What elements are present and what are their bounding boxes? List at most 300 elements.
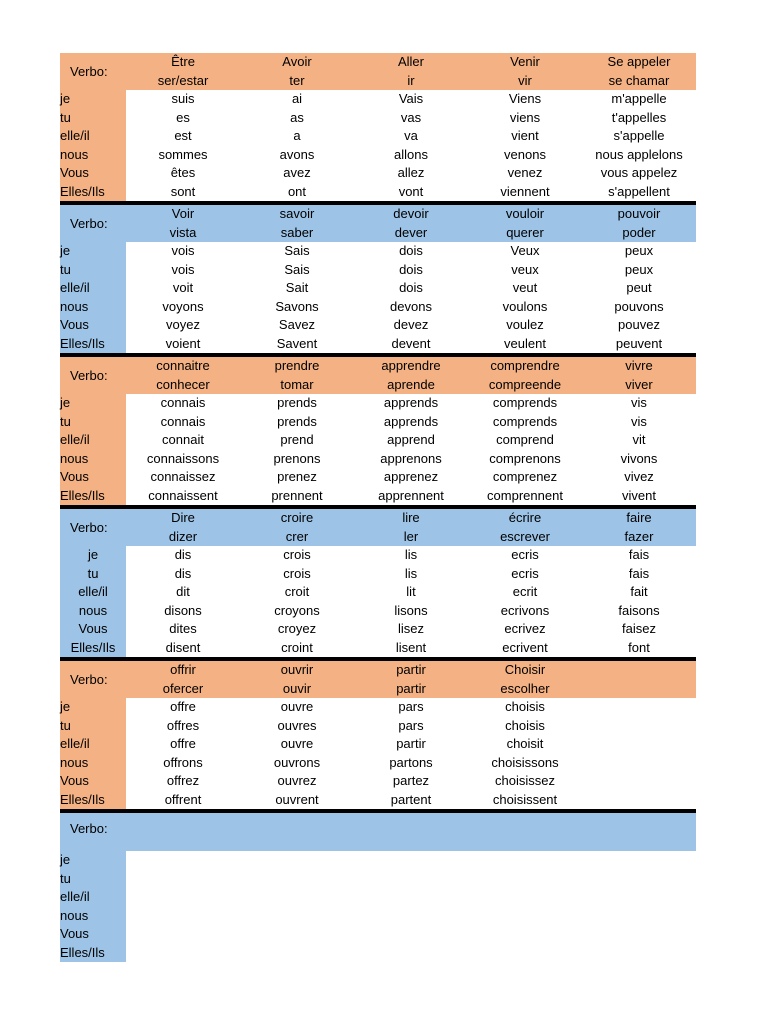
- conjugation-row: [60, 639, 696, 658]
- verb-header-cell: [582, 813, 696, 851]
- pronoun-cell: tu: [60, 413, 126, 432]
- conjugation-cell: dois: [399, 280, 423, 295]
- pronoun-cell: Vous: [60, 316, 126, 335]
- conjugation-cell: devent: [391, 335, 431, 351]
- pronoun-cell: Elles/Ils: [60, 183, 126, 202]
- conjugation-row: [60, 754, 696, 773]
- conjugation-cell: connait: [162, 432, 204, 447]
- conjugation-cell: comprends: [492, 395, 558, 410]
- pronoun-cell: tu: [60, 565, 126, 584]
- verb-french: lire: [402, 510, 420, 525]
- conjugation-row: [60, 109, 696, 128]
- conjugation-cell: [582, 888, 696, 907]
- verb-portuguese: aprende: [387, 376, 435, 392]
- conjugation-cell: Viens: [508, 91, 542, 106]
- conjugation-cell: choisissez: [495, 773, 555, 788]
- conjugation-row: [60, 279, 696, 298]
- verb-header-cell: [582, 53, 696, 90]
- verb-french: Choisir: [504, 662, 546, 677]
- conjugation-row: [60, 870, 696, 889]
- verb-header-cell: [240, 53, 354, 90]
- pronoun-cell: Elles/Ils: [60, 487, 126, 506]
- conjugation-cell: prend: [280, 432, 314, 447]
- verb-header-cell: [240, 205, 354, 242]
- verb-french: vouloir: [505, 206, 545, 221]
- conjugation-cell: [126, 925, 240, 944]
- pronoun-cell: elle/il: [60, 127, 126, 146]
- conjugation-row: [60, 413, 696, 432]
- conjugation-row: [60, 851, 696, 870]
- conjugation-cell: lis: [404, 547, 418, 562]
- verb-header-cell: [354, 357, 468, 394]
- conjugation-cell: [354, 851, 468, 870]
- conjugation-row: [60, 620, 696, 639]
- verb-portuguese: dever: [394, 224, 428, 240]
- pronoun-cell: elle/il: [60, 279, 126, 298]
- verb-portuguese: saber: [280, 224, 314, 240]
- conjugation-cell: choisis: [505, 699, 545, 714]
- verb-french: Dire: [171, 510, 195, 525]
- verb-header-cell: [582, 357, 696, 394]
- conjugation-cell: [468, 888, 582, 907]
- verb-block-6: [60, 809, 696, 962]
- conjugation-cell: font: [628, 639, 650, 655]
- verb-portuguese: se chamar: [608, 72, 670, 88]
- pronoun-cell: Elles/Ils: [60, 335, 126, 354]
- conjugation-cell: vis: [631, 413, 647, 429]
- verb-header-cell: [354, 509, 468, 546]
- verb-header-cell: [582, 205, 696, 242]
- conjugation-cell: [354, 888, 468, 907]
- verb-french: vivre: [625, 358, 653, 373]
- conjugation-cell: est: [174, 128, 192, 143]
- conjugation-cell: dois: [399, 243, 423, 258]
- pronoun-cell: Vous: [60, 925, 126, 944]
- conjugation-cell: [354, 870, 468, 889]
- conjugation-row: [60, 335, 696, 354]
- conjugation-row: [60, 925, 696, 944]
- verb-header-cell: [354, 53, 468, 90]
- verb-french: Avoir: [282, 54, 312, 69]
- verb-french: Aller: [397, 54, 424, 69]
- conjugation-row: [60, 583, 696, 602]
- verb-header-cell: [354, 813, 468, 851]
- verb-header-cell: [468, 53, 582, 90]
- conjugation-cell: a: [293, 128, 301, 143]
- conjugation-row: [60, 944, 696, 963]
- conjugation-row: [60, 791, 696, 810]
- pronoun-cell: nous: [60, 907, 126, 926]
- conjugation-cell: ouvres: [277, 717, 317, 733]
- verb-header-cell: [240, 357, 354, 394]
- conjugation-cell: ecris: [511, 547, 539, 562]
- conjugation-cell: croit: [284, 584, 310, 599]
- conjugation-cell: connaissez: [150, 469, 216, 484]
- conjugation-cell: [582, 925, 696, 944]
- pronoun-cell: elle/il: [60, 583, 126, 602]
- conjugation-cell: comprennent: [487, 487, 563, 503]
- conjugation-cell: peuvent: [615, 335, 663, 351]
- conjugation-cell: offrent: [164, 791, 202, 807]
- conjugation-cell: lisez: [397, 621, 424, 636]
- conjugation-cell: t'appelles: [611, 109, 667, 125]
- verbo-label: Verbo:: [70, 368, 108, 383]
- conjugation-cell: apprenez: [383, 469, 439, 484]
- conjugation-cell: pouvons: [614, 298, 664, 314]
- conjugation-cell: [126, 870, 240, 889]
- conjugation-cell: [354, 944, 468, 963]
- conjugation-cell: venez: [507, 165, 543, 180]
- conjugation-cell: viens: [509, 109, 541, 125]
- conjugation-cell: fais: [628, 565, 650, 581]
- conjugation-cell: s'appellent: [608, 183, 670, 199]
- verbo-label: Verbo:: [70, 64, 108, 79]
- verbo-label: Verbo:: [70, 520, 108, 535]
- verbo-label: Verbo:: [70, 672, 108, 687]
- pronoun-cell: tu: [60, 717, 126, 736]
- verb-header-cell: [240, 509, 354, 546]
- conjugation-cell: prennent: [271, 487, 323, 503]
- verb-french: Venir: [510, 54, 540, 69]
- conjugation-cell: ecrivez: [504, 621, 546, 636]
- verb-french: partir: [396, 662, 426, 677]
- conjugation-cell: partez: [392, 773, 430, 788]
- conjugation-cell: Savons: [275, 298, 319, 314]
- verb-portuguese: vista: [169, 224, 197, 240]
- conjugation-row: [60, 735, 696, 754]
- verb-header-cell: [354, 661, 468, 698]
- verb-portuguese: escrever: [500, 528, 550, 544]
- verb-portuguese: ir: [407, 72, 415, 88]
- verb-french: connaitre: [156, 358, 210, 373]
- conjugation-cell: pars: [398, 699, 424, 714]
- conjugation-cell: [126, 888, 240, 907]
- conjugation-cell: dis: [174, 565, 192, 581]
- conjugation-cell: croint: [281, 639, 313, 655]
- verb-header-row: [60, 205, 696, 242]
- conjugation-cell: Savez: [278, 317, 316, 332]
- verb-header-cell: [354, 205, 468, 242]
- verb-header-row: [60, 53, 696, 90]
- verb-french: Se appeler: [607, 54, 671, 69]
- conjugation-row: [60, 487, 696, 506]
- conjugation-cell: lis: [404, 565, 418, 581]
- conjugation-cell: [468, 925, 582, 944]
- conjugation-cell: choisissent: [492, 791, 558, 807]
- conjugation-cell: choisit: [506, 736, 544, 751]
- conjugation-cell: ouvrons: [273, 754, 321, 770]
- conjugation-row: [60, 602, 696, 621]
- verb-block-4: [60, 505, 696, 657]
- conjugation-cell: veux: [511, 261, 539, 277]
- verb-portuguese: ofercer: [162, 680, 204, 696]
- conjugation-cell: dois: [399, 261, 423, 277]
- conjugation-cell: vient: [511, 128, 539, 143]
- pronoun-cell: je: [60, 851, 126, 870]
- conjugation-cell: ecrivent: [502, 639, 548, 655]
- conjugation-row: [60, 907, 696, 926]
- conjugation-cell: m'appelle: [611, 91, 667, 106]
- conjugation-cell: avez: [283, 165, 311, 180]
- conjugation-cell: choisissons: [491, 754, 559, 770]
- verb-french: croire: [280, 510, 314, 525]
- conjugation-cell: lisons: [394, 602, 428, 618]
- conjugation-cell: prenez: [277, 469, 317, 484]
- pronoun-cell: elle/il: [60, 735, 126, 754]
- conjugation-cell: [240, 907, 354, 926]
- conjugation-cell: vous appelez: [600, 165, 678, 180]
- pronoun-cell: Vous: [60, 620, 126, 639]
- conjugation-cell: Sait: [285, 280, 309, 295]
- conjugation-cell: allons: [394, 146, 428, 162]
- conjugation-row: [60, 717, 696, 736]
- conjugation-cell: Sais: [284, 243, 310, 258]
- conjugation-row: [60, 316, 696, 335]
- pronoun-cell: Vous: [60, 164, 126, 183]
- verb-header-row: [60, 813, 696, 851]
- conjugation-cell: [582, 944, 696, 963]
- verb-header-cell: [126, 205, 240, 242]
- verb-header-cell: [126, 509, 240, 546]
- verb-french: ouvrir: [280, 662, 314, 677]
- verb-french: faire: [626, 510, 652, 525]
- verb-block-3: [60, 353, 696, 505]
- conjugation-cell: lit: [406, 584, 416, 599]
- verb-header-row: [60, 509, 696, 546]
- conjugation-row: [60, 164, 696, 183]
- conjugation-cell: connais: [160, 413, 206, 429]
- conjugation-cell: [468, 907, 582, 926]
- conjugation-cell: viennent: [500, 183, 550, 199]
- verb-header-cell: [582, 661, 696, 698]
- conjugation-cell: ouvre: [280, 736, 314, 751]
- verb-portuguese: dizer: [168, 528, 198, 544]
- conjugation-cell: venons: [504, 146, 546, 162]
- conjugation-cell: lisent: [395, 639, 427, 655]
- verb-header-cell: [126, 661, 240, 698]
- conjugation-cell: [582, 791, 696, 810]
- verb-header-cell: [240, 661, 354, 698]
- verb-header-cell: [468, 661, 582, 698]
- conjugation-cell: [126, 851, 240, 870]
- conjugation-cell: partons: [389, 754, 433, 770]
- verb-block-2: [60, 201, 696, 353]
- conjugation-cell: apprennent: [378, 487, 444, 503]
- conjugation-cell: vois: [171, 261, 195, 277]
- conjugation-cell: suis: [171, 91, 195, 106]
- conjugation-cell: connaissons: [146, 450, 220, 466]
- conjugation-cell: fais: [628, 547, 650, 562]
- conjugation-cell: vivons: [620, 450, 658, 466]
- conjugation-row: [60, 90, 696, 109]
- conjugation-cell: [582, 907, 696, 926]
- verb-header-cell: [468, 509, 582, 546]
- conjugation-cell: disons: [164, 602, 202, 618]
- verb-portuguese: partir: [396, 680, 426, 696]
- conjugation-cell: offre: [170, 699, 196, 714]
- pronoun-cell: tu: [60, 109, 126, 128]
- conjugation-cell: offres: [166, 717, 200, 733]
- conjugation-cell: peux: [624, 261, 654, 277]
- conjugation-cell: Vais: [398, 91, 424, 106]
- conjugation-cell: nous applelons: [595, 146, 683, 162]
- conjugation-cell: ouvrez: [277, 773, 317, 788]
- conjugation-row: [60, 298, 696, 317]
- conjugation-cell: comprenez: [492, 469, 558, 484]
- conjugation-cell: vis: [631, 395, 647, 410]
- conjugation-cell: apprends: [383, 395, 439, 410]
- conjugation-row: [60, 431, 696, 450]
- verb-block-1: [60, 53, 696, 201]
- conjugation-cell: offre: [170, 736, 196, 751]
- pronoun-cell: je: [60, 698, 126, 717]
- conjugation-cell: [468, 944, 582, 963]
- conjugation-row: [60, 394, 696, 413]
- conjugation-cell: voulons: [502, 298, 548, 314]
- conjugation-cell: partir: [396, 736, 426, 751]
- verb-french: apprendre: [381, 358, 441, 373]
- verb-french: savoir: [279, 206, 315, 221]
- conjugation-cell: connaissent: [148, 487, 218, 503]
- conjugation-cell: ouvrent: [275, 791, 319, 807]
- verb-portuguese: tomar: [280, 376, 314, 392]
- pronoun-cell: tu: [60, 261, 126, 280]
- pronoun-cell: tu: [60, 870, 126, 889]
- conjugation-cell: ont: [287, 183, 307, 199]
- verb-french: écrire: [508, 510, 542, 525]
- conjugation-cell: [582, 772, 696, 791]
- conjugation-cell: apprend: [387, 432, 435, 447]
- conjugation-cell: offrez: [166, 773, 200, 788]
- conjugation-row: [60, 772, 696, 791]
- conjugation-cell: allez: [397, 165, 425, 180]
- conjugation-cell: êtes: [170, 165, 196, 180]
- conjugation-cell: voit: [172, 280, 194, 295]
- conjugation-row: [60, 261, 696, 280]
- conjugation-row: [60, 450, 696, 469]
- pronoun-cell: je: [60, 242, 126, 261]
- verb-header-row: [60, 661, 696, 698]
- conjugation-cell: voient: [165, 335, 201, 351]
- conjugation-cell: s'appelle: [613, 128, 665, 143]
- verb-portuguese: viver: [625, 376, 653, 392]
- verb-portuguese: ser/estar: [157, 72, 209, 88]
- conjugation-cell: ai: [291, 91, 303, 106]
- conjugation-cell: [582, 851, 696, 870]
- pronoun-cell: Elles/Ils: [60, 791, 126, 810]
- conjugation-row: [60, 546, 696, 565]
- verb-header-cell: [240, 813, 354, 851]
- verb-portuguese: ler: [403, 528, 419, 544]
- pronoun-cell: je: [60, 394, 126, 413]
- conjugation-cell: voyons: [162, 298, 204, 314]
- pronoun-cell: Vous: [60, 468, 126, 487]
- verb-block-5: [60, 657, 696, 809]
- conjugation-cell: [582, 698, 696, 717]
- conjugation-cell: Sais: [284, 261, 310, 277]
- pronoun-cell: elle/il: [60, 888, 126, 907]
- conjugation-cell: veulent: [504, 335, 546, 351]
- verb-portuguese: poder: [622, 224, 656, 240]
- conjugation-cell: vas: [400, 109, 422, 125]
- conjugation-cell: [240, 851, 354, 870]
- conjugation-cell: vont: [398, 183, 424, 199]
- pronoun-cell: je: [60, 546, 126, 565]
- conjugation-cell: prenons: [273, 450, 321, 466]
- verb-french: devoir: [393, 206, 429, 221]
- verb-header-cell: [468, 205, 582, 242]
- conjugation-cell: [582, 735, 696, 754]
- conjugation-cell: sommes: [158, 146, 208, 162]
- conjugation-cell: [240, 944, 354, 963]
- verb-header-cell: [126, 813, 240, 851]
- conjugation-cell: [582, 754, 696, 773]
- verb-french: prendre: [274, 358, 320, 373]
- conjugation-cell: voulez: [506, 317, 544, 332]
- conjugation-cell: dis: [174, 547, 192, 562]
- conjugation-cell: pars: [398, 717, 424, 733]
- conjugation-cell: as: [290, 109, 304, 125]
- conjugation-cell: dites: [169, 621, 197, 636]
- conjugation-cell: prends: [277, 395, 317, 410]
- conjugation-cell: voyez: [166, 317, 200, 332]
- conjugation-cell: pouvez: [618, 317, 660, 332]
- conjugation-cell: faisez: [622, 621, 656, 636]
- conjugation-cell: [468, 870, 582, 889]
- conjugation-cell: vois: [171, 243, 195, 258]
- conjugation-cell: connais: [160, 395, 206, 410]
- pronoun-cell: nous: [60, 754, 126, 773]
- conjugation-cell: faisons: [618, 602, 660, 618]
- conjugation-cell: [240, 888, 354, 907]
- conjugation-cell: apprends: [383, 413, 439, 429]
- conjugation-cell: [354, 925, 468, 944]
- pronoun-cell: nous: [60, 298, 126, 317]
- conjugation-cell: ecrivons: [500, 602, 550, 618]
- conjugation-cell: ecris: [511, 565, 539, 581]
- conjugation-cell: peux: [624, 243, 654, 258]
- conjugation-cell: crois: [283, 565, 311, 581]
- conjugation-cell: sont: [170, 183, 196, 199]
- conjugation-row: [60, 468, 696, 487]
- conjugation-cell: es: [176, 109, 190, 125]
- conjugation-cell: vivez: [624, 469, 654, 484]
- verb-header-cell: [582, 509, 696, 546]
- pronoun-cell: Elles/Ils: [60, 639, 126, 658]
- conjugation-row: [60, 127, 696, 146]
- pronoun-cell: nous: [60, 450, 126, 469]
- verb-french: pouvoir: [617, 206, 661, 221]
- conjugation-cell: vit: [632, 432, 646, 447]
- conjugation-row: [60, 698, 696, 717]
- pronoun-cell: Vous: [60, 772, 126, 791]
- verb-header-cell: [468, 357, 582, 394]
- verb-portuguese: fazer: [624, 528, 654, 544]
- conjugation-cell: comprends: [492, 413, 558, 429]
- conjugation-cell: devons: [390, 298, 432, 314]
- verb-header-cell: [468, 813, 582, 851]
- verb-portuguese: ouvir: [282, 680, 312, 696]
- conjugation-row: [60, 242, 696, 261]
- conjugation-sheet: [60, 53, 696, 962]
- conjugation-cell: [240, 925, 354, 944]
- verb-header-row: [60, 357, 696, 394]
- conjugation-cell: avons: [279, 146, 315, 162]
- conjugation-cell: Veux: [510, 243, 540, 258]
- verb-portuguese: ter: [289, 72, 305, 88]
- verb-portuguese: vir: [518, 72, 532, 88]
- verb-portuguese: compreende: [488, 376, 562, 392]
